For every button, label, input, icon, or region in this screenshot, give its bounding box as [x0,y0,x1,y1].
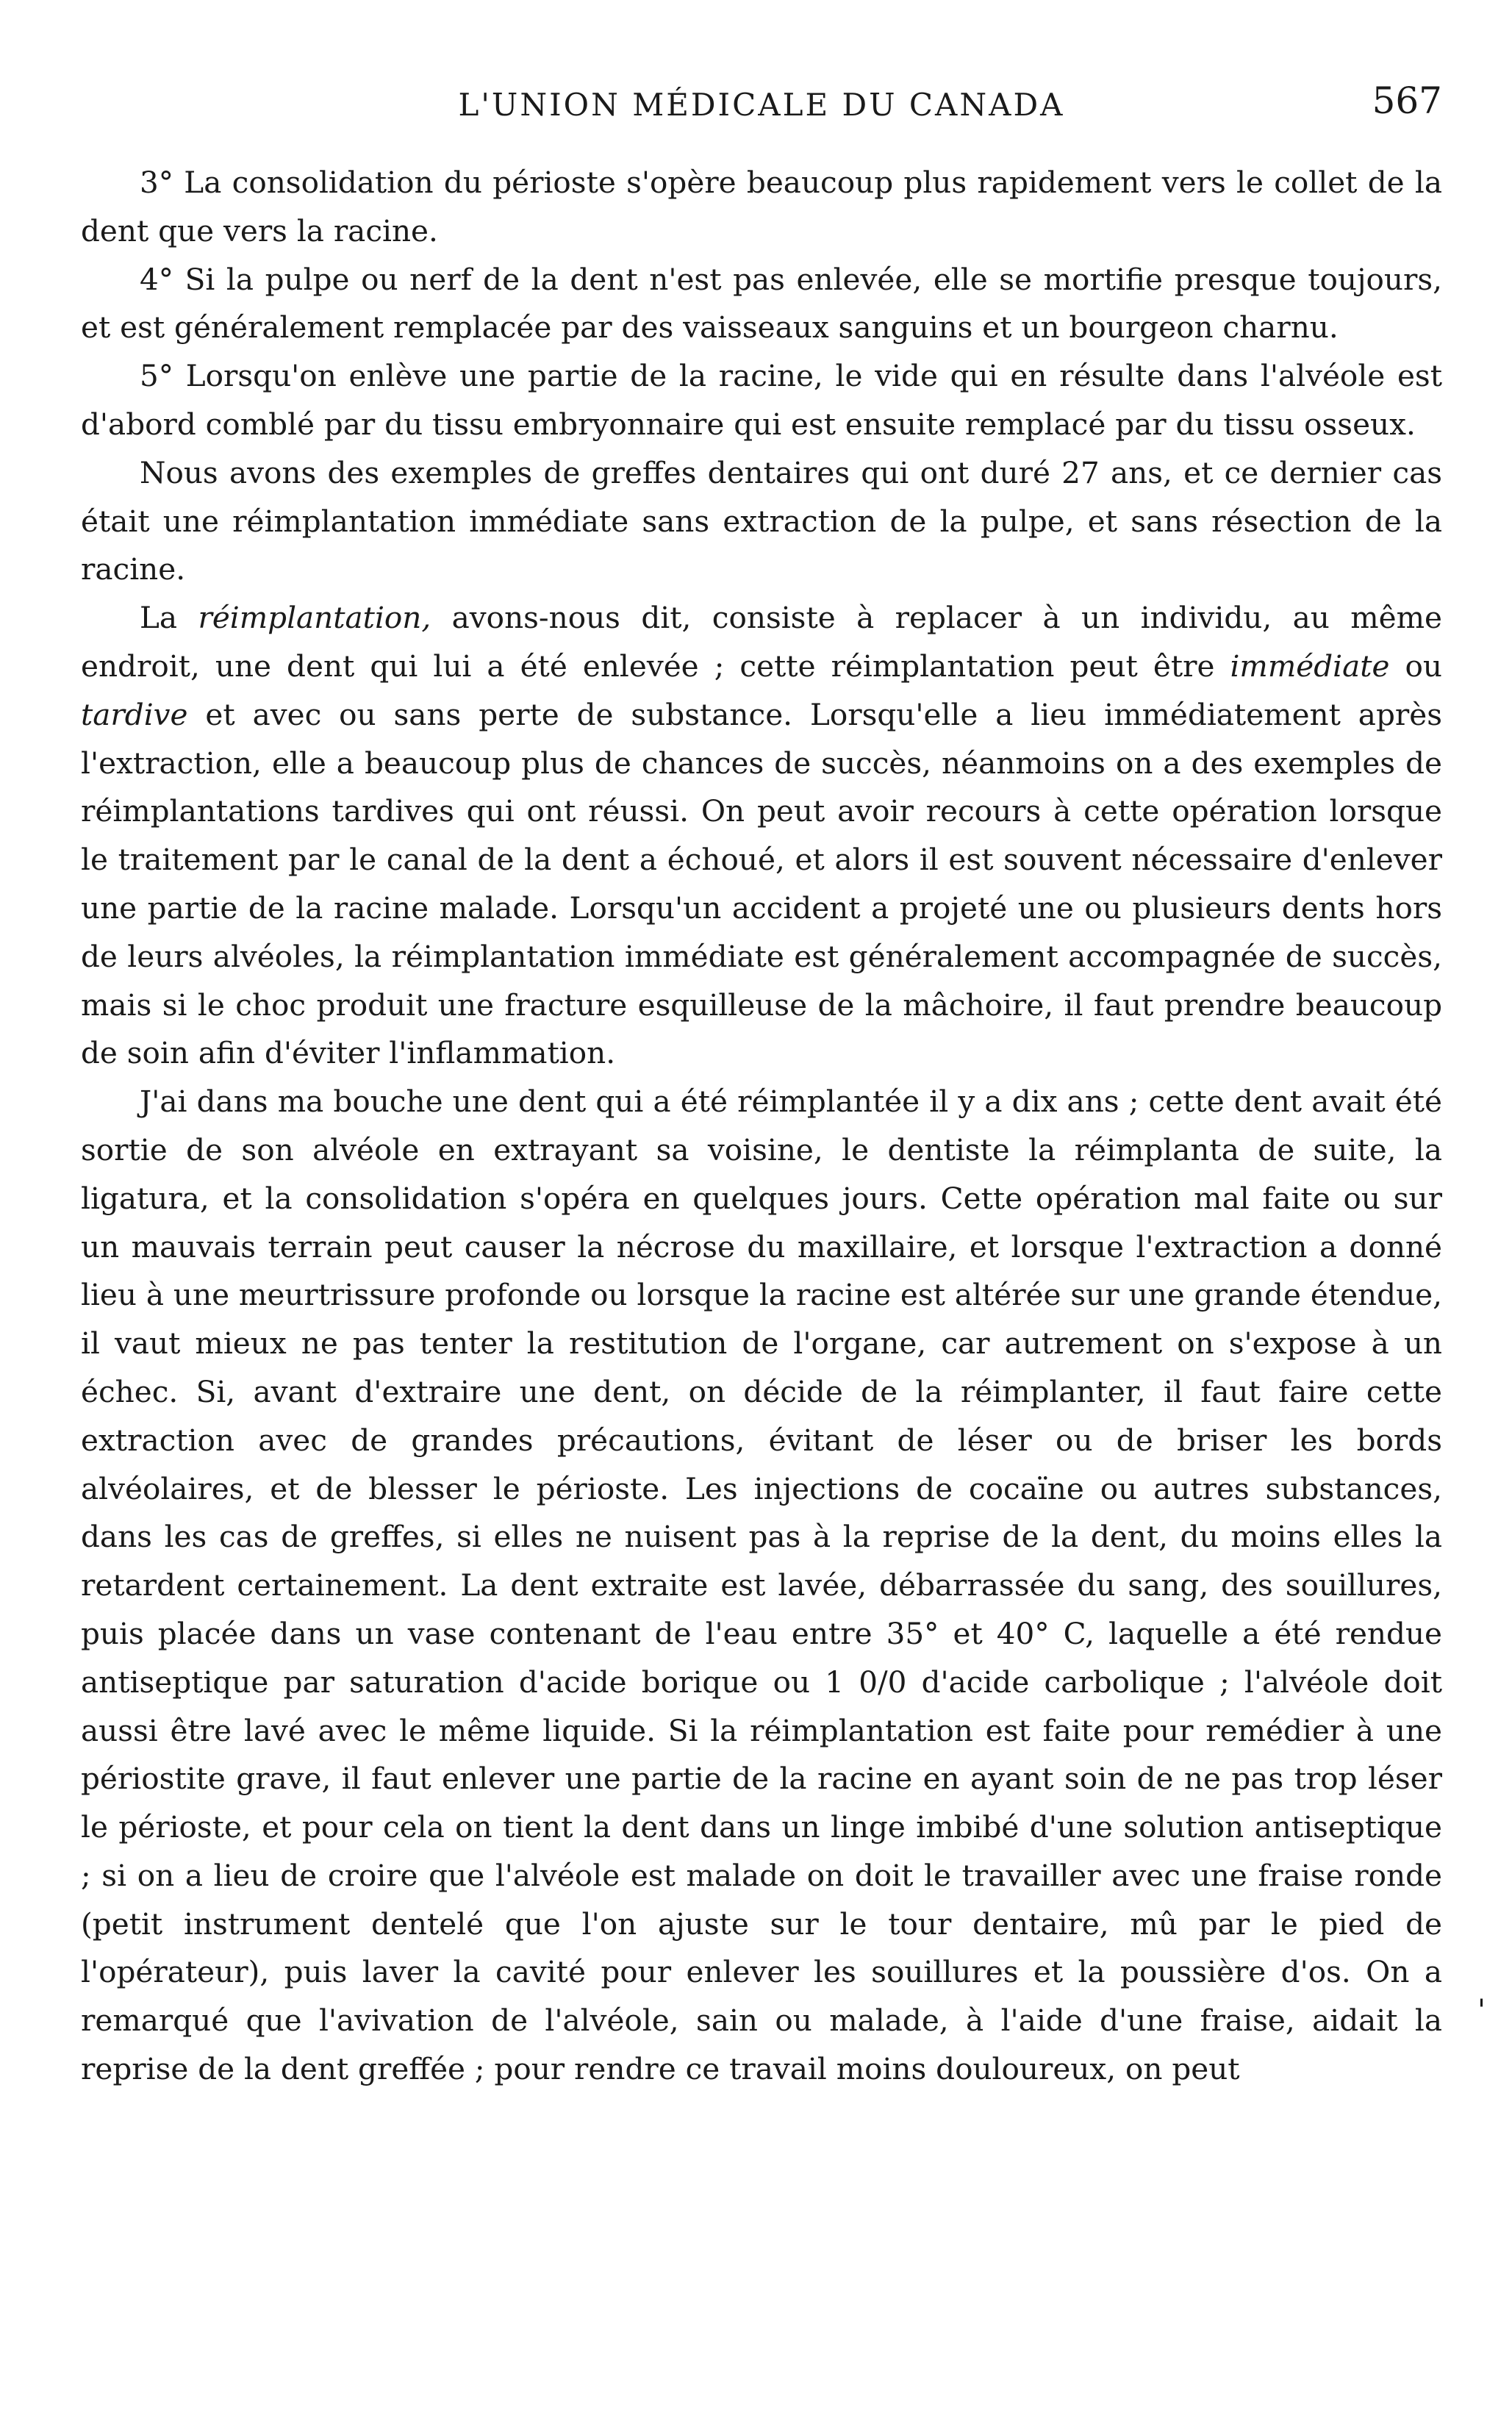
paragraph-point-3: 3° La consolidation du périoste s'opère beaucoup plus rapidement vers le collet de la dent que vers la racine. [81,165,1442,248]
page-number: 567 [1372,79,1442,122]
paragraph-greffes: Nous avons des exemples de greffes dentaires qui ont duré 27 ans, et ce dernier cas était une réimplantation immédiate sans extraction de la pulpe, et sans résection de la racine. [81,454,1442,587]
margin-mark: ' [1477,1994,1486,2028]
body-text [81,159,1442,2094]
running-title: L'UNION MÉDICALE DU CANADA [458,87,1065,123]
paragraph-point-4: 4° Si la pulpe ou nerf de la dent n'est pas enlevée, elle se mortifie presque toujours, et est généralement remplacée par des vaisseaux sanguins et un bourgeon charnu. [81,261,1442,346]
italic-term: tardive [81,696,188,732]
text-segment: avons-nous dit, consiste à replacer à un individu, au même endroit, une dent qui lui a été enlevée ; cette réimplantation peut être [81,600,1442,684]
page-header [81,79,1442,138]
text-segment: La [140,600,198,636]
text-segment: ou [1389,648,1442,684]
paragraph-reimplantation [81,594,1442,1078]
paragraph-point-5: 5° Lorsqu'on enlève une partie de la racine, le vide qui en résulte dans l'alvéole est d'abord comblé par du tissu embryonnaire qui est ensuite remplacé par du tissu osseux. [81,358,1442,442]
italic-term: réimplantation, [198,600,431,636]
italic-term: immédiate [1230,648,1390,684]
text-segment: et avec ou sans perte de substance. Lorsqu'elle a lieu immédiatement après l'extraction, elle a beaucoup plus de chances de succès, néanmoins on a des exemples de réimplantations tardives qui ont réussi. On peut avoir recours à cette opération lorsque le traitement par le canal de la dent a échoué, et alors il est souvent nécessaire d'enlever une partie de la racine malade. Lorsqu'un accident a projeté une ou plusieurs dents hors de leurs alvéoles, la réimplantation immédiate est généralement accompagnée de succès, mais si le choc produit une fracture esquilleuse de la mâchoire, il faut prendre beaucoup de soin afin d'éviter l'inflammation. [81,696,1442,1071]
paragraph-personal-account: J'ai dans ma bouche une dent qui a été réimplantée il y a dix ans ; cette dent avait été sortie de son alvéole en extrayant sa voisine, le dentiste la réimplanta de suite, la ligatura, et la consolidation s'opéra en quelques jours. Cette opération mal faite ou sur un mauvais terrain peut causer la nécrose du maxillaire, et lorsque l'extraction a donné lieu à une meurtrissure profonde ou lorsque la racine est altérée sur une grande étendue, il vaut mieux ne pas tenter la restitution de l'organe, car autrement on s'expose à un échec. Si, avant d'extraire une dent, on décide de la réimplanter, il faut faire cette extraction avec de grandes précautions, évitant de léser ou de briser les bords alvéolaires, et de blesser le périoste. Les injections de cocaïne ou autres substances, dans les cas de greffes, si elles ne nuisent pas à la reprise de la dent, du moins elles la retardent certainement. La dent extraite est lavée, débarrassée du sang, des souillures, puis placée dans un vase contenant de l'eau entre 35° et 40° C, laquelle a été rendue antiseptique par saturation d'acide borique ou 1 0/0 d'acide carbolique ; l'alvéole doit aussi être lavé avec le même liquide. Si la réimplantation est faite pour remédier à une périostite grave, il faut enlever une partie de la racine en ayant soin de ne pas trop léser le périoste, et pour cela on tient la dent dans un linge imbibé d'une solution antiseptique ; si on a lieu de croire que l'alvéole est malade on doit le travailler avec une fraise ronde (petit instrument dentelé que l'on ajuste sur le tour dentaire, mû par le pied de l'opérateur), puis laver la cavité pour enlever les souillures et la poussière d'os. On a remarqué que l'avivation de l'alvéole, sain ou malade, à l'aide d'une fraise, aidait la reprise de la dent greffée ; pour rendre ce travail moins douloureux, on peut [81,1084,1442,2087]
